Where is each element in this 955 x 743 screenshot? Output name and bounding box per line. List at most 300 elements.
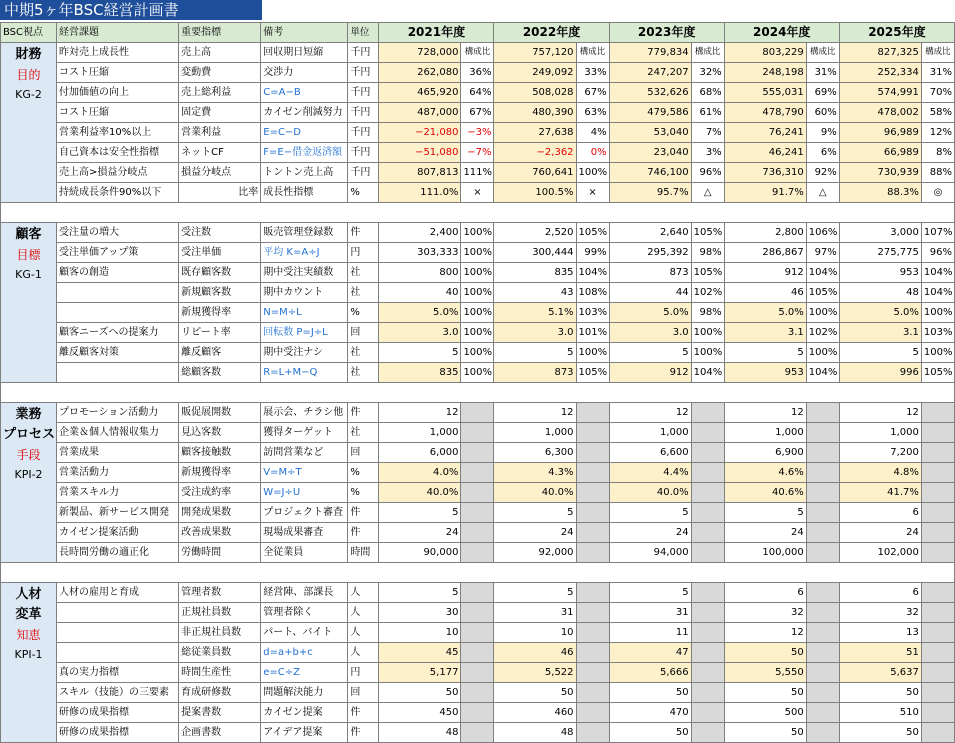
table-row [1, 223, 955, 243]
ratio-cell: 100% [461, 323, 494, 343]
bsc-plan-table [0, 22, 955, 743]
empty-ratio-cell [461, 403, 494, 423]
empty-ratio-cell [921, 503, 954, 523]
indicator-cell: 改善成果数 [179, 523, 261, 543]
ratio-cell: 100% [461, 343, 494, 363]
ratio-cell: 104% [691, 363, 724, 383]
value-cell: 262,080 [379, 63, 461, 83]
value-cell: 40 [379, 283, 461, 303]
value-cell: 5 [609, 583, 691, 603]
issue-cell [57, 643, 179, 663]
value-cell: −2,362 [494, 143, 576, 163]
ratio-cell: 100% [806, 343, 839, 363]
table-row [1, 583, 955, 603]
value-cell: 5.0% [839, 303, 921, 323]
value-cell: 5 [494, 503, 576, 523]
remark-cell: 期中受注ナシ [261, 343, 348, 363]
table-row [1, 403, 955, 423]
remark-cell: プロジェクト審査 [261, 503, 348, 523]
value-cell: 50 [379, 683, 461, 703]
value-cell: 1,000 [379, 423, 461, 443]
unit-cell: 件 [348, 223, 379, 243]
value-cell: 12 [724, 403, 806, 423]
value-cell: 50 [609, 683, 691, 703]
ratio-cell: 100% [461, 243, 494, 263]
empty-ratio-cell [461, 523, 494, 543]
empty-ratio-cell [806, 703, 839, 723]
value-cell: 4.0% [379, 463, 461, 483]
value-cell: 252,334 [839, 63, 921, 83]
indicator-cell: 育成研修数 [179, 683, 261, 703]
value-cell: 24 [494, 523, 576, 543]
ratio-cell: 100% [461, 363, 494, 383]
value-cell: 5.0% [609, 303, 691, 323]
value-cell: 5,637 [839, 663, 921, 683]
indicator-cell: 損益分岐点 [179, 163, 261, 183]
empty-ratio-cell [576, 603, 609, 623]
value-cell: 532,626 [609, 83, 691, 103]
perspective-purpose: 目標 [16, 248, 41, 262]
remark-cell: 管理者除く [261, 603, 348, 623]
empty-ratio-cell [461, 543, 494, 563]
value-cell: 5,550 [724, 663, 806, 683]
value-cell: 3.0 [379, 323, 461, 343]
value-cell: 6,600 [609, 443, 691, 463]
issue-cell [57, 363, 179, 383]
empty-ratio-cell [461, 643, 494, 663]
value-cell: 32 [839, 603, 921, 623]
indicator-cell: 売上高 [179, 43, 261, 63]
value-cell: 5 [379, 503, 461, 523]
value-cell: 5 [379, 583, 461, 603]
perspective-title: 人材 [15, 587, 42, 602]
empty-ratio-cell [691, 523, 724, 543]
empty-ratio-cell [921, 643, 954, 663]
empty-ratio-cell [921, 603, 954, 623]
ratio-cell: 67% [461, 103, 494, 123]
empty-ratio-cell [806, 403, 839, 423]
empty-ratio-cell [806, 523, 839, 543]
empty-ratio-cell [806, 483, 839, 503]
value-cell: 760,641 [494, 163, 576, 183]
value-cell: 50 [494, 683, 576, 703]
empty-ratio-cell [691, 663, 724, 683]
value-cell: 40.0% [379, 483, 461, 503]
issue-cell: 顧客の創造 [57, 263, 179, 283]
indicator-cell: 開発成果数 [179, 503, 261, 523]
value-cell: 12 [609, 403, 691, 423]
ratio-cell: 100% [461, 303, 494, 323]
value-cell: 286,867 [724, 243, 806, 263]
table-row [1, 83, 955, 103]
value-cell: 50 [724, 683, 806, 703]
unit-cell: 件 [348, 523, 379, 543]
value-cell: 10 [494, 623, 576, 643]
value-cell: 5 [609, 343, 691, 363]
value-cell: 996 [839, 363, 921, 383]
empty-ratio-cell [576, 583, 609, 603]
ratio-cell: 106% [806, 223, 839, 243]
value-cell: 249,092 [494, 63, 576, 83]
remark-cell: R=L+M−Q [261, 363, 348, 383]
value-cell: 40.0% [609, 483, 691, 503]
ratio-cell: 100% [576, 343, 609, 363]
empty-ratio-cell [691, 623, 724, 643]
ratio-cell: 105% [691, 223, 724, 243]
ratio-cell: 69% [806, 83, 839, 103]
value-cell: 88.3% [839, 183, 921, 203]
issue-cell: プロモーション活動力 [57, 403, 179, 423]
perspective-cell [1, 403, 57, 563]
unit-cell: 社 [348, 423, 379, 443]
value-cell: 873 [609, 263, 691, 283]
unit-cell: 千円 [348, 143, 379, 163]
empty-ratio-cell [576, 523, 609, 543]
issue-cell: 営業スキル力 [57, 483, 179, 503]
value-cell: 6,900 [724, 443, 806, 463]
ratio-cell: 105% [576, 363, 609, 383]
value-cell: 4.6% [724, 463, 806, 483]
empty-ratio-cell [806, 663, 839, 683]
value-cell: 2,640 [609, 223, 691, 243]
ratio-cell: 3% [691, 143, 724, 163]
indicator-cell: 見込客数 [179, 423, 261, 443]
value-cell: 779,834 [609, 43, 691, 63]
value-cell: 953 [839, 263, 921, 283]
indicator-cell: 売上総利益 [179, 83, 261, 103]
unit-cell: 千円 [348, 43, 379, 63]
ratio-cell: 4% [576, 123, 609, 143]
ratio-cell: 構成比 [691, 43, 724, 63]
remark-cell: 販売管理登録数 [261, 223, 348, 243]
table-row [1, 323, 955, 343]
value-cell: 24 [609, 523, 691, 543]
issue-cell [57, 303, 179, 323]
table-row [1, 303, 955, 323]
perspective-kpi: KPI-1 [14, 648, 43, 661]
value-cell: 96,989 [839, 123, 921, 143]
value-cell: 92,000 [494, 543, 576, 563]
header-year-2025: 2025年度 [839, 23, 954, 43]
unit-cell: 時間 [348, 543, 379, 563]
remark-cell: パート、バイト [261, 623, 348, 643]
perspective-cell [1, 43, 57, 203]
value-cell: 5 [724, 343, 806, 363]
indicator-cell: 変動費 [179, 63, 261, 83]
ratio-cell: 105% [806, 283, 839, 303]
evaluation-symbol: × [576, 183, 609, 203]
ratio-cell: 100% [691, 323, 724, 343]
table-row [1, 683, 955, 703]
ratio-cell: 構成比 [806, 43, 839, 63]
value-cell: 508,028 [494, 83, 576, 103]
value-cell: 48 [494, 723, 576, 743]
unit-cell: 社 [348, 343, 379, 363]
value-cell: 53,040 [609, 123, 691, 143]
empty-ratio-cell [691, 543, 724, 563]
value-cell: 835 [494, 263, 576, 283]
table-row [1, 443, 955, 463]
value-cell: 912 [724, 263, 806, 283]
empty-ratio-cell [921, 483, 954, 503]
value-cell: 1,000 [724, 423, 806, 443]
empty-ratio-cell [691, 423, 724, 443]
empty-ratio-cell [921, 663, 954, 683]
unit-cell: 件 [348, 703, 379, 723]
unit-cell: 千円 [348, 163, 379, 183]
issue-cell: 受注単価アップ策 [57, 243, 179, 263]
empty-ratio-cell [806, 503, 839, 523]
remark-cell: C=A−B [261, 83, 348, 103]
remark-cell: V=M÷T [261, 463, 348, 483]
ratio-cell: 12% [921, 123, 954, 143]
empty-ratio-cell [921, 443, 954, 463]
ratio-cell: 67% [576, 83, 609, 103]
empty-ratio-cell [461, 583, 494, 603]
value-cell: 40.6% [724, 483, 806, 503]
remark-cell: 回収期日短縮 [261, 43, 348, 63]
empty-ratio-cell [461, 683, 494, 703]
perspective-cell [1, 223, 57, 383]
ratio-cell: 32% [691, 63, 724, 83]
unit-cell: % [348, 303, 379, 323]
value-cell: 40.0% [494, 483, 576, 503]
table-row [1, 483, 955, 503]
table-row [1, 103, 955, 123]
ratio-cell: 60% [806, 103, 839, 123]
table-row [1, 243, 955, 263]
ratio-cell: 0% [576, 143, 609, 163]
issue-cell: カイゼン提案活動 [57, 523, 179, 543]
remark-cell: カイゼン削減努力 [261, 103, 348, 123]
ratio-cell: 102% [691, 283, 724, 303]
value-cell: 24 [839, 523, 921, 543]
empty-ratio-cell [576, 623, 609, 643]
indicator-cell: 非正規社員数 [179, 623, 261, 643]
perspective-title: 業務 [15, 407, 42, 422]
table-row [1, 623, 955, 643]
value-cell: 30 [379, 603, 461, 623]
table-row [1, 523, 955, 543]
value-cell: 6 [724, 583, 806, 603]
empty-ratio-cell [576, 543, 609, 563]
issue-cell: コスト圧縮 [57, 103, 179, 123]
empty-ratio-cell [576, 403, 609, 423]
value-cell: 746,100 [609, 163, 691, 183]
indicator-cell: 顧客接触数 [179, 443, 261, 463]
value-cell: −21,080 [379, 123, 461, 143]
header-year-2024: 2024年度 [724, 23, 839, 43]
table-row [1, 283, 955, 303]
table-row [1, 503, 955, 523]
section-separator [1, 563, 955, 583]
unit-cell: 回 [348, 443, 379, 463]
section-separator [1, 383, 955, 403]
empty-ratio-cell [691, 643, 724, 663]
unit-cell: 回 [348, 683, 379, 703]
value-cell: 48 [839, 283, 921, 303]
value-cell: 50 [724, 723, 806, 743]
table-row [1, 43, 955, 63]
indicator-cell: 販促展開数 [179, 403, 261, 423]
unit-cell: 人 [348, 643, 379, 663]
value-cell: 12 [724, 623, 806, 643]
indicator-cell: 新規獲得率 [179, 303, 261, 323]
empty-ratio-cell [576, 503, 609, 523]
ratio-cell: 88% [921, 163, 954, 183]
indicator-cell: 労働時間 [179, 543, 261, 563]
perspective-kpi: KPI-2 [14, 468, 43, 481]
indicator-cell: ネットCF [179, 143, 261, 163]
perspective-title-2: プロセス [3, 427, 56, 442]
table-row [1, 63, 955, 83]
value-cell: 111.0% [379, 183, 461, 203]
empty-ratio-cell [806, 583, 839, 603]
ratio-cell: 103% [576, 303, 609, 323]
indicator-cell: 固定費 [179, 103, 261, 123]
empty-ratio-cell [806, 643, 839, 663]
empty-ratio-cell [576, 683, 609, 703]
value-cell: 13 [839, 623, 921, 643]
empty-ratio-cell [806, 423, 839, 443]
issue-cell: 営業利益率10%以上 [57, 123, 179, 143]
indicator-cell: 時間生産性 [179, 663, 261, 683]
unit-cell: 社 [348, 363, 379, 383]
indicator-cell: 受注単価 [179, 243, 261, 263]
ratio-cell: 97% [806, 243, 839, 263]
indicator-cell: 既存顧客数 [179, 263, 261, 283]
remark-cell: 経営陣、部課長 [261, 583, 348, 603]
empty-ratio-cell [806, 603, 839, 623]
unit-cell: 人 [348, 623, 379, 643]
unit-cell: 円 [348, 243, 379, 263]
value-cell: 4.4% [609, 463, 691, 483]
header-perspective: BSC視点 [1, 23, 57, 43]
empty-ratio-cell [691, 583, 724, 603]
issue-cell: 離反顧客対策 [57, 343, 179, 363]
empty-ratio-cell [576, 463, 609, 483]
ratio-cell: 102% [806, 323, 839, 343]
value-cell: 728,000 [379, 43, 461, 63]
unit-cell: % [348, 463, 379, 483]
value-cell: 5 [724, 503, 806, 523]
indicator-cell: 総従業員数 [179, 643, 261, 663]
header-row [1, 23, 955, 43]
value-cell: 5 [494, 583, 576, 603]
perspective-purpose: 手段 [16, 448, 41, 462]
value-cell: 94,000 [609, 543, 691, 563]
empty-ratio-cell [691, 723, 724, 743]
ratio-cell: 68% [691, 83, 724, 103]
section-separator [1, 203, 955, 223]
empty-ratio-cell [806, 683, 839, 703]
value-cell: 5 [379, 343, 461, 363]
evaluation-symbol: × [461, 183, 494, 203]
issue-cell: 真の実力指標 [57, 663, 179, 683]
issue-cell: 受注量の増大 [57, 223, 179, 243]
empty-ratio-cell [461, 443, 494, 463]
remark-cell: 期中カウント [261, 283, 348, 303]
value-cell: 23,040 [609, 143, 691, 163]
ratio-cell: 31% [921, 63, 954, 83]
remark-cell: カイゼン提案 [261, 703, 348, 723]
table-row [1, 723, 955, 743]
value-cell: 465,920 [379, 83, 461, 103]
value-cell: 12 [839, 403, 921, 423]
unit-cell: 回 [348, 323, 379, 343]
perspective-title-2: 変革 [15, 607, 42, 622]
indicator-cell: 営業利益 [179, 123, 261, 143]
perspective-purpose: 知恵 [16, 628, 41, 642]
indicator-cell: 管理者数 [179, 583, 261, 603]
empty-ratio-cell [461, 603, 494, 623]
value-cell: 50 [609, 723, 691, 743]
empty-ratio-cell [691, 483, 724, 503]
value-cell: 5.0% [379, 303, 461, 323]
remark-cell: 平均 K=A÷J [261, 243, 348, 263]
indicator-cell: 比率 [179, 183, 261, 203]
table-row [1, 703, 955, 723]
empty-ratio-cell [461, 463, 494, 483]
empty-ratio-cell [806, 623, 839, 643]
indicator-cell: 提案書数 [179, 703, 261, 723]
value-cell: 803,229 [724, 43, 806, 63]
separator-cell [1, 383, 955, 403]
value-cell: 6 [839, 503, 921, 523]
ratio-cell: 101% [576, 323, 609, 343]
issue-cell: コスト圧縮 [57, 63, 179, 83]
value-cell: 24 [724, 523, 806, 543]
empty-ratio-cell [691, 443, 724, 463]
ratio-cell: 64% [461, 83, 494, 103]
ratio-cell: −3% [461, 123, 494, 143]
remark-cell: W=J÷U [261, 483, 348, 503]
issue-cell [57, 283, 179, 303]
empty-ratio-cell [576, 443, 609, 463]
remark-cell: 問題解決能力 [261, 683, 348, 703]
perspective-kpi: KG-1 [15, 268, 42, 281]
value-cell: 46 [494, 643, 576, 663]
value-cell: 50 [724, 643, 806, 663]
value-cell: 757,120 [494, 43, 576, 63]
issue-cell: 新製品、新サービス開発 [57, 503, 179, 523]
issue-cell: 研修の成果指標 [57, 703, 179, 723]
empty-ratio-cell [461, 703, 494, 723]
perspective-cell [1, 583, 57, 743]
remark-cell: 現場成果審査 [261, 523, 348, 543]
value-cell: 500 [724, 703, 806, 723]
value-cell: 478,790 [724, 103, 806, 123]
table-row [1, 603, 955, 623]
header-indicator: 重要指標 [179, 23, 261, 43]
ratio-cell: 58% [921, 103, 954, 123]
value-cell: 43 [494, 283, 576, 303]
value-cell: 31 [609, 603, 691, 623]
empty-ratio-cell [921, 403, 954, 423]
value-cell: 6,000 [379, 443, 461, 463]
table-row [1, 183, 955, 203]
ratio-cell: 92% [806, 163, 839, 183]
unit-cell: 件 [348, 503, 379, 523]
empty-ratio-cell [921, 703, 954, 723]
value-cell: 827,325 [839, 43, 921, 63]
ratio-cell: 103% [921, 323, 954, 343]
indicator-cell: 新規獲得率 [179, 463, 261, 483]
issue-cell: 持続成長条件90%以下 [57, 183, 179, 203]
unit-cell: 件 [348, 403, 379, 423]
value-cell: 50 [839, 723, 921, 743]
header-remark: 備考 [261, 23, 348, 43]
